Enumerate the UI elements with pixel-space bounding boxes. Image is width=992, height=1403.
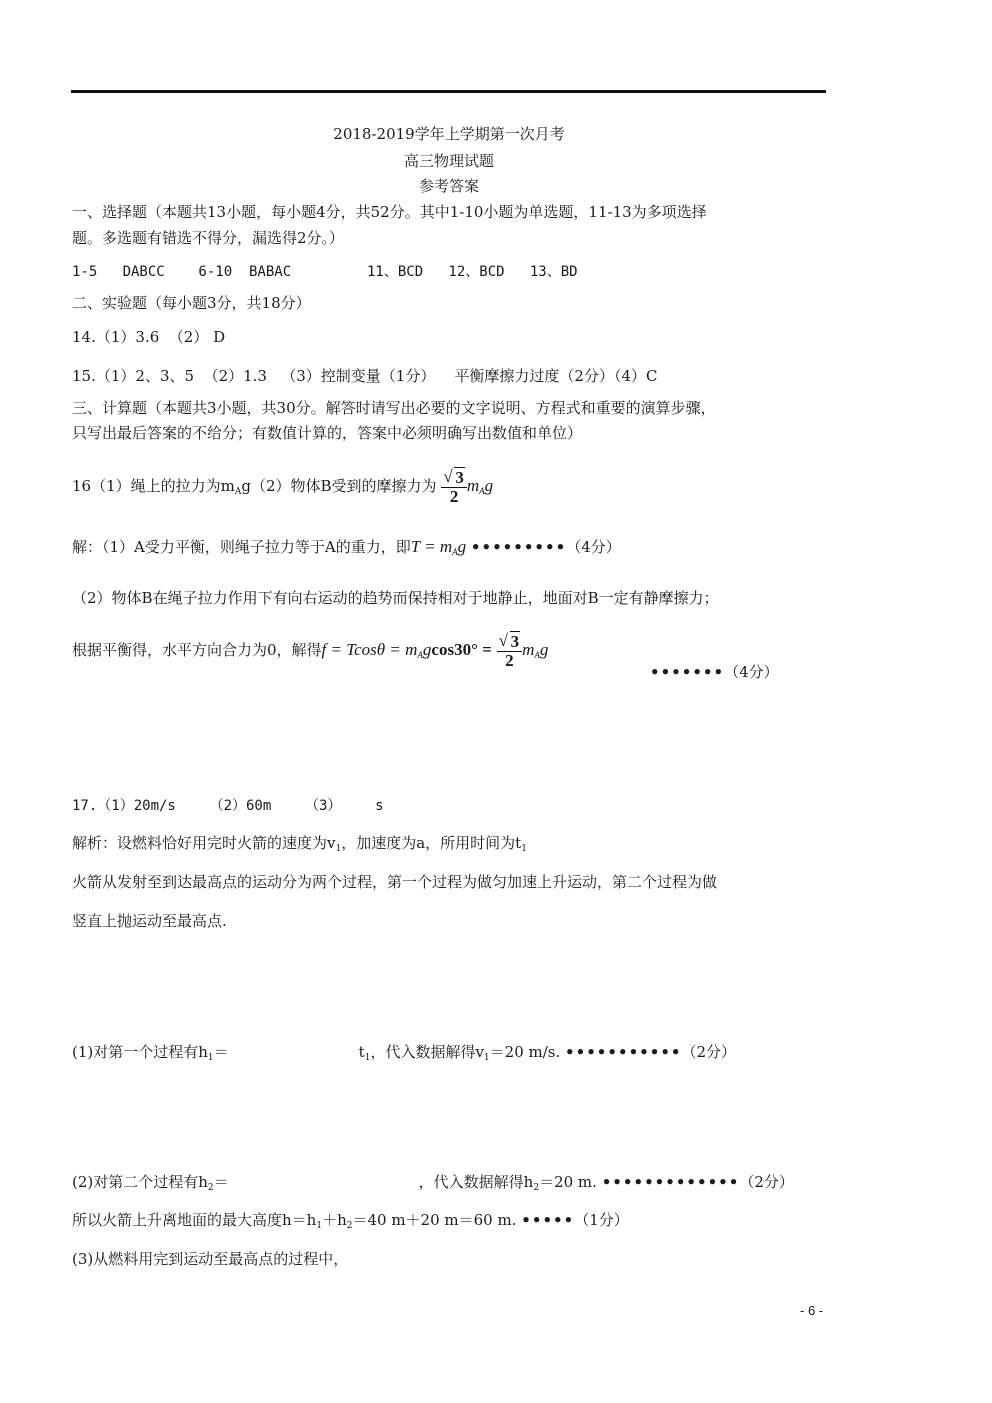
q16-solution-1: 解：（1）A受力平衡，则绳子拉力等于A的重力，即$T = m_Ag$ •••••••••（4分）: [72, 537, 621, 557]
q14-answer: 14.（1）3.6 （2） D: [72, 328, 226, 346]
q17-process-2: 竖直上抛运动至最高点.: [72, 912, 227, 930]
top-rule: [71, 90, 826, 93]
q17-part3: (3)从燃料用完到运动至最高点的过程中，: [72, 1250, 349, 1268]
q17-total: 所以火箭上升离地面的最大高度$h=h_1+h_2=40$ m＋20 m＝60 m. •••••（1分）: [72, 1211, 629, 1231]
q17-part1: (1)对第一个过程有$h_1= t_1$，代入数据解得$v_1=20$ m/s. •••••••••••（2分）: [72, 1043, 737, 1063]
q17-process-1: 火箭从发射至到达最高点的运动分为两个过程，第一个过程为做匀加速上升运动，第二个过程为做: [72, 873, 718, 891]
exam-title: 2018-2019学年上学期第一次月考: [333, 125, 565, 143]
section1-note: 题。多选题有错选不得分，漏选得2分。）: [72, 229, 345, 247]
q17-part2: (2)对第二个过程有$h_2=$ ，代入数据解得$h_2=20$ m. •••••••••••••（2分）: [72, 1173, 794, 1193]
page-number: - 6 -: [800, 1303, 824, 1318]
q17-analysis: 解析：设燃料恰好用完时火箭的速度为$v_1$，加速度为a，所用时间为$t_1$: [72, 834, 527, 854]
q16-solution-2: （2）物体B在绳子拉力作用下有向右运动的趋势而保持相对于地静止，地面对B一定有静摩擦力；: [72, 589, 719, 607]
answer-title: 参考答案: [418, 177, 479, 195]
section3-note: 只写出最后答案的不给分；有数值计算的，答案中必须明确写出数值和单位）: [72, 424, 583, 442]
section1-heading: 一、选择题（本题共13小题，每小题4分，共52分。其中1-10小题为单选题，11-13为多项选择: [72, 203, 707, 221]
section2-heading: 二、实验题（每小题3分，共18分）: [72, 294, 311, 312]
q17-answers: 17.（1）20m/s （2）60m （3） s: [72, 798, 384, 814]
q15-answer: 15.（1）2、3、5 （2）1.3 （3）控制变量（1分） 平衡摩擦力过度（2分）（4）C: [72, 367, 658, 385]
choice-answers: 1-5 DABCC 6-10 BABAC 11、BCD 12、BCD 13、BD: [72, 264, 578, 280]
sqrt3-over-2: √ $\frac{3}{2}$: [441, 469, 467, 506]
q16-intro: 16（1）绳上的拉力为$m_Ag(2)$物体B受到的摩擦力为 √ $\frac{3}{2}$ $m_Ag$: [72, 466, 493, 512]
subject-title: 高三物理试题: [403, 152, 494, 170]
q16-solution-3-score: •••••••（4分）: [650, 663, 779, 681]
section3-heading: 三、计算题（本题共3小题，共30分。解答时请写出必要的文字说明、方程式和重要的演算步骤，: [72, 399, 716, 417]
q16-solution-3: 根据平衡得，水平方向合力为0，解得$f = Tcos\theta = m_Agcos30^\circ$ = √ $\frac{3}{2}$ $m_Ag$: [72, 628, 548, 677]
